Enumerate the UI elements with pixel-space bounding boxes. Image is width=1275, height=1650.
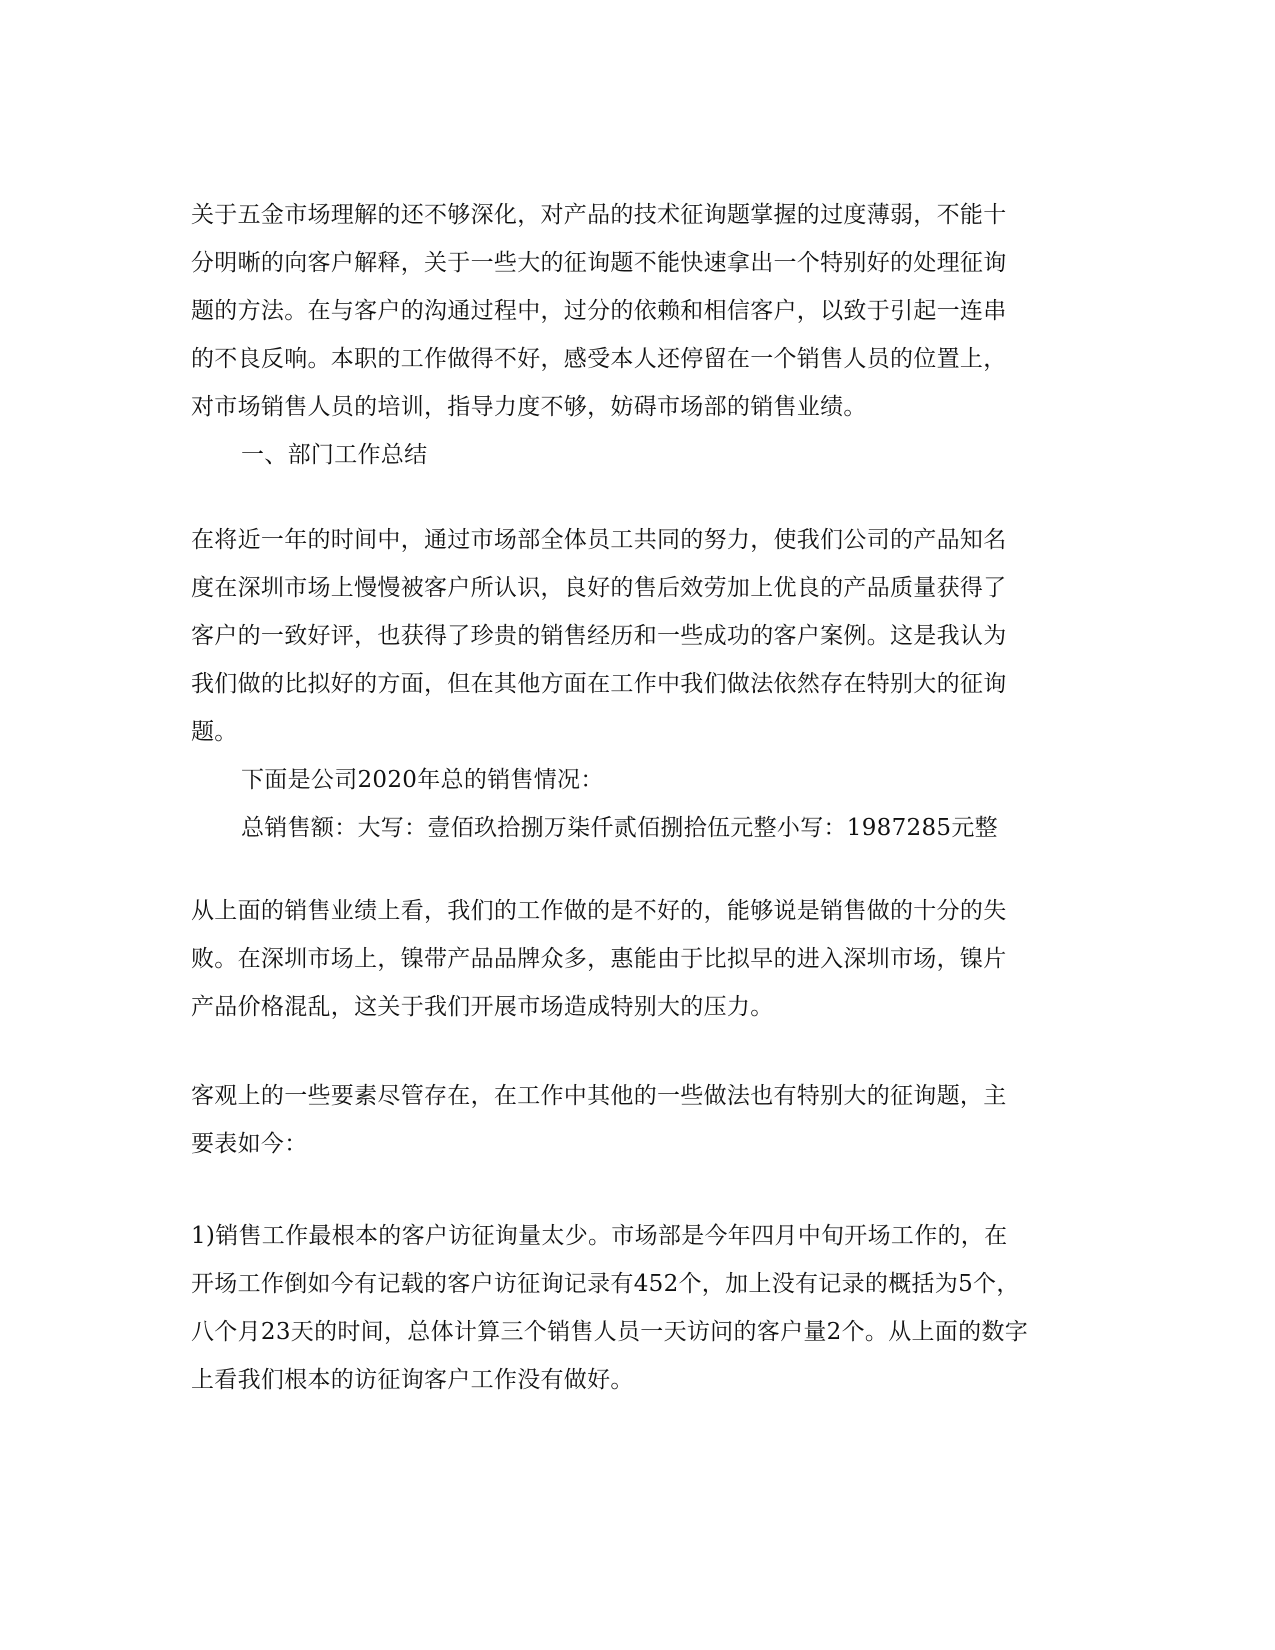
text-line: 我们做的比拟好的方面，但在其他方面在工作中我们做法依然存在特别大的征询	[191, 671, 1007, 697]
text-line: 在将近一年的时间中，通过市场部全体员工共同的努力，使我们公司的产品知名	[191, 527, 1007, 553]
section-heading: 一、部门工作总结	[241, 442, 428, 468]
text-line: 的不良反响。本职的工作做得不好，感受本人还停留在一个销售人员的位置上，	[191, 346, 1007, 372]
text-line: 要表如今：	[191, 1131, 308, 1157]
text-line: 1)销售工作最根本的客户访征询量太少。市场部是今年四月中旬开场工作的，在	[191, 1223, 1008, 1249]
text-line: 题的方法。在与客户的沟通过程中，过分的依赖和相信客户，以致于引起一连串	[191, 298, 1007, 324]
paragraph-customer-visits	[191, 1212, 1081, 1404]
text-line: 分明晰的向客户解释，关于一些大的征询题不能快速拿出一个特别好的处理征询	[191, 250, 1007, 276]
sales-total: 总销售额：大写：壹佰玖拾捌万柒仟贰佰捌拾伍元整小写：1987285元整	[241, 815, 998, 841]
text-line: 产品价格混乱，这关于我们开展市场造成特别大的压力。	[191, 994, 774, 1020]
text-line: 八个月23天的时间，总体计算三个销售人员一天访问的客户量2个。从上面的数字	[191, 1319, 1028, 1345]
paragraph-objective-factors	[191, 1072, 1081, 1168]
text-line: 上看我们根本的访征询客户工作没有做好。	[191, 1367, 634, 1393]
text-line: 从上面的销售业绩上看，我们的工作做的是不好的，能够说是销售做的十分的失	[191, 898, 1007, 924]
paragraph-sales-performance	[191, 887, 1081, 1031]
text-line: 败。在深圳市场上，镍带产品品牌众多，惠能由于比拟早的进入深圳市场，镍片	[191, 946, 1007, 972]
text-line: 度在深圳市场上慢慢被客户所认识，良好的售后效劳加上优良的产品质量获得了	[191, 575, 1007, 601]
text-line: 客户的一致好评，也获得了珍贵的销售经历和一些成功的客户案例。这是我认为	[191, 623, 1007, 649]
text-line: 客观上的一些要素尽管存在，在工作中其他的一些做法也有特别大的征询题，主	[191, 1083, 1007, 1109]
paragraph-department-summary	[191, 516, 1081, 852]
text-line: 题。	[191, 719, 238, 745]
text-line: 关于五金市场理解的还不够深化，对产品的技术征询题掌握的过度薄弱，不能十	[191, 202, 1007, 228]
text-line: 开场工作倒如今有记载的客户访征询记录有452个，加上没有记录的概括为5个，	[191, 1271, 1020, 1297]
text-line: 对市场销售人员的培训，指导力度不够，妨碍市场部的销售业绩。	[191, 394, 867, 420]
paragraph-market-understanding	[191, 191, 1081, 479]
sales-intro: 下面是公司2020年总的销售情况：	[241, 767, 604, 793]
